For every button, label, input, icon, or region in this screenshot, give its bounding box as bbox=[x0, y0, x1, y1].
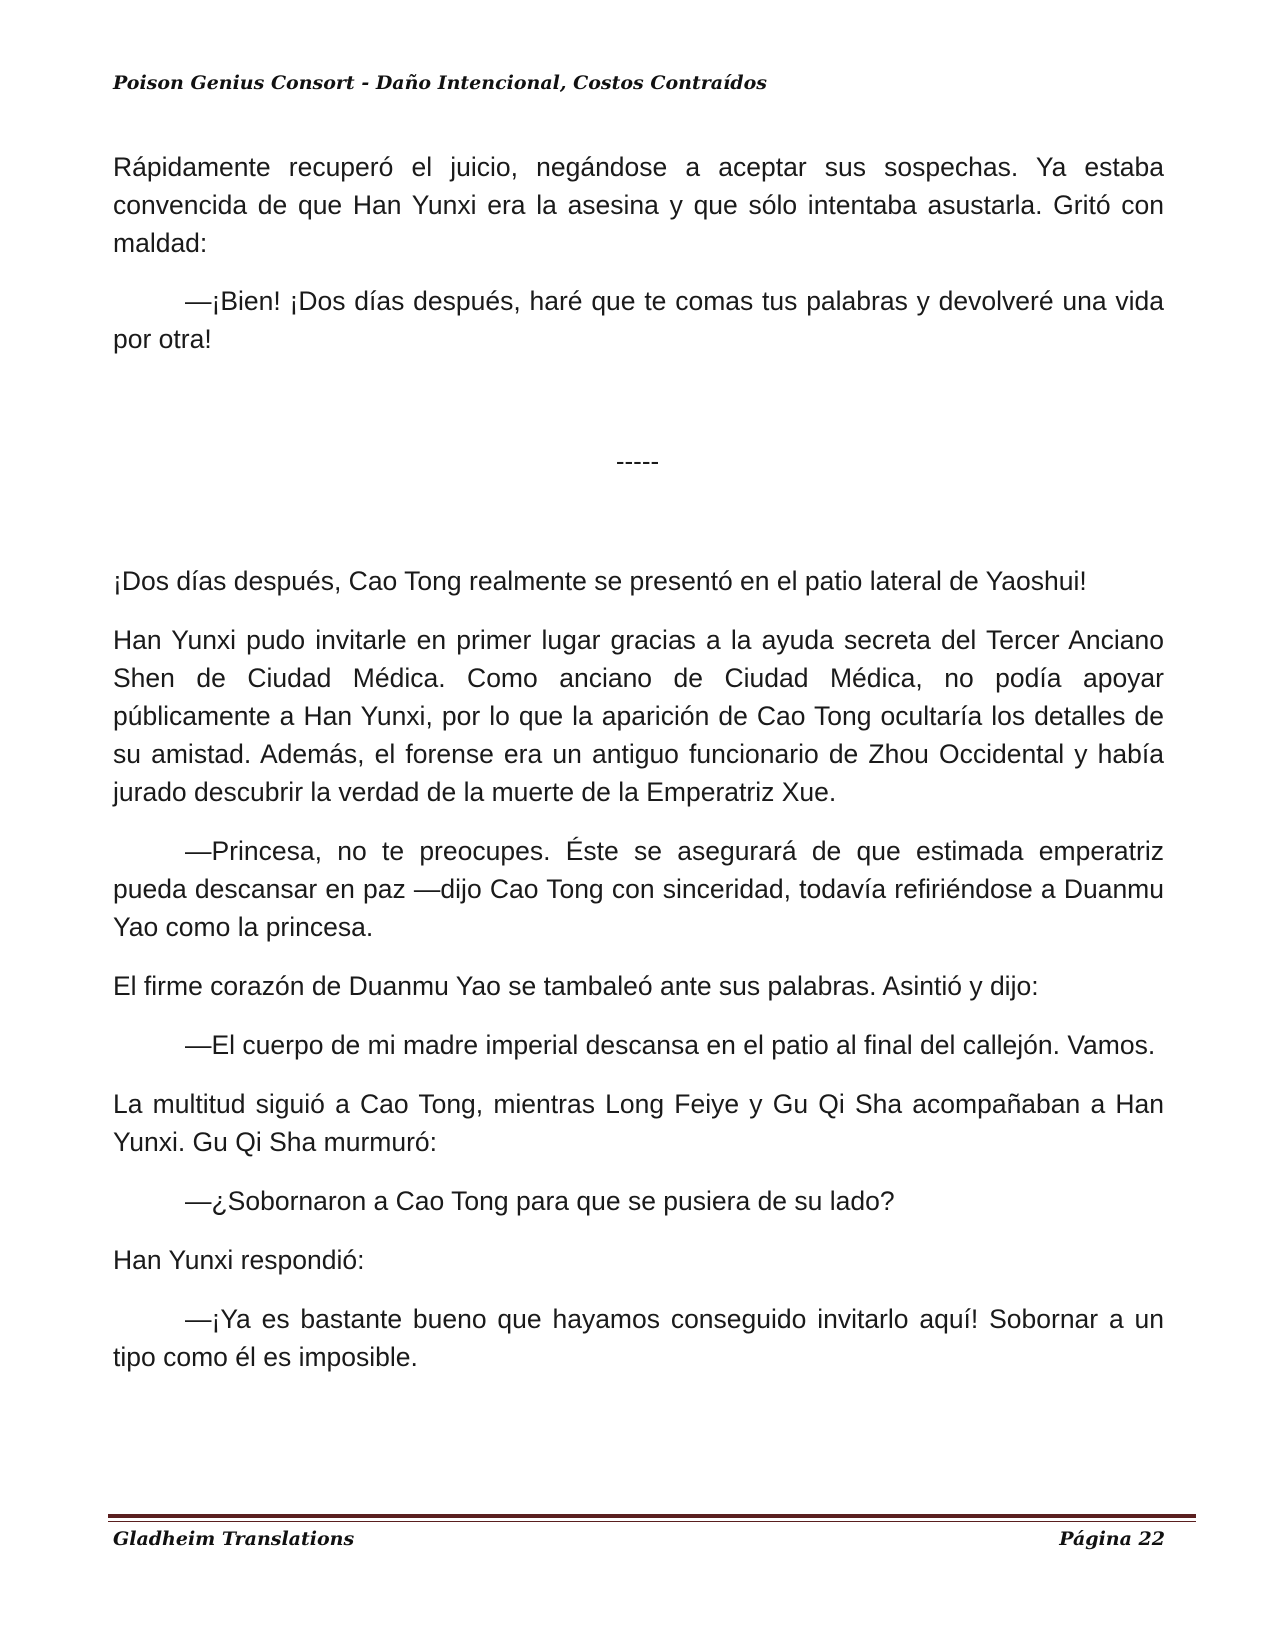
footer-rule bbox=[108, 1514, 1196, 1518]
text-block-bottom bbox=[113, 562, 1164, 1397]
text-block-top bbox=[113, 148, 1164, 378]
dialogue-paragraph: —Princesa, no te preocupes. Éste se asegurará de que estimada emperatriz pueda descansar en paz —dijo Cao Tong con sinceridad, todavía refiriéndose a Duanmu Yao como la princesa. bbox=[113, 836, 1164, 942]
dialogue-paragraph: —¡Ya es bastante bueno que hayamos conseguido invitarlo aquí! Sobornar a un tipo como él es imposible. bbox=[113, 1304, 1164, 1372]
paragraph: ¡Dos días después, Cao Tong realmente se presentó en el patio lateral de Yaoshui! bbox=[113, 566, 1087, 596]
section-separator: ----- bbox=[615, 446, 660, 476]
paragraph: El firme corazón de Duanmu Yao se tambaleó ante sus palabras. Asintió y dijo: bbox=[113, 971, 1039, 1001]
paragraph: Han Yunxi respondió: bbox=[113, 1245, 365, 1275]
dialogue-paragraph: —¿Sobornaron a Cao Tong para que se pusiera de su lado? bbox=[185, 1186, 895, 1216]
paragraph: Rápidamente recuperó el juicio, negándose a aceptar sus sospechas. Ya estaba convencida de que Han Yunxi era la asesina y que sólo intentaba asustarla. Gritó con maldad: bbox=[113, 152, 1164, 258]
dialogue-paragraph: —El cuerpo de mi madre imperial descansa en el patio al final del callejón. Vamos. bbox=[185, 1030, 1156, 1060]
page-header-title: Poison Genius Consort - Daño Intencional, Costos Contraídos bbox=[113, 72, 767, 94]
footer-publisher: Gladheim Translations bbox=[113, 1528, 355, 1550]
dialogue-paragraph: —¡Bien! ¡Dos días después, haré que te comas tus palabras y devolveré una vida por otra! bbox=[113, 286, 1164, 354]
footer-rule-thin bbox=[108, 1521, 1196, 1522]
footer-page-number: Página 22 bbox=[1059, 1528, 1165, 1550]
paragraph: La multitud siguió a Cao Tong, mientras Long Feiye y Gu Qi Sha acompañaban a Han Yunxi. Gu Qi Sha murmuró: bbox=[113, 1089, 1164, 1157]
paragraph: Han Yunxi pudo invitarle en primer lugar gracias a la ayuda secreta del Tercer Anciano Shen de Ciudad Médica. Como anciano de Ciudad Médica, no podía apoyar públicamente a Han Yunxi, por lo que la aparición de Cao Tong ocultaría los detalles de su amistad. Además, el forense era un antiguo funcionario de Zhou Occidental y había jurado descubrir la verdad de la muerte de la Emperatriz Xue. bbox=[113, 625, 1164, 807]
